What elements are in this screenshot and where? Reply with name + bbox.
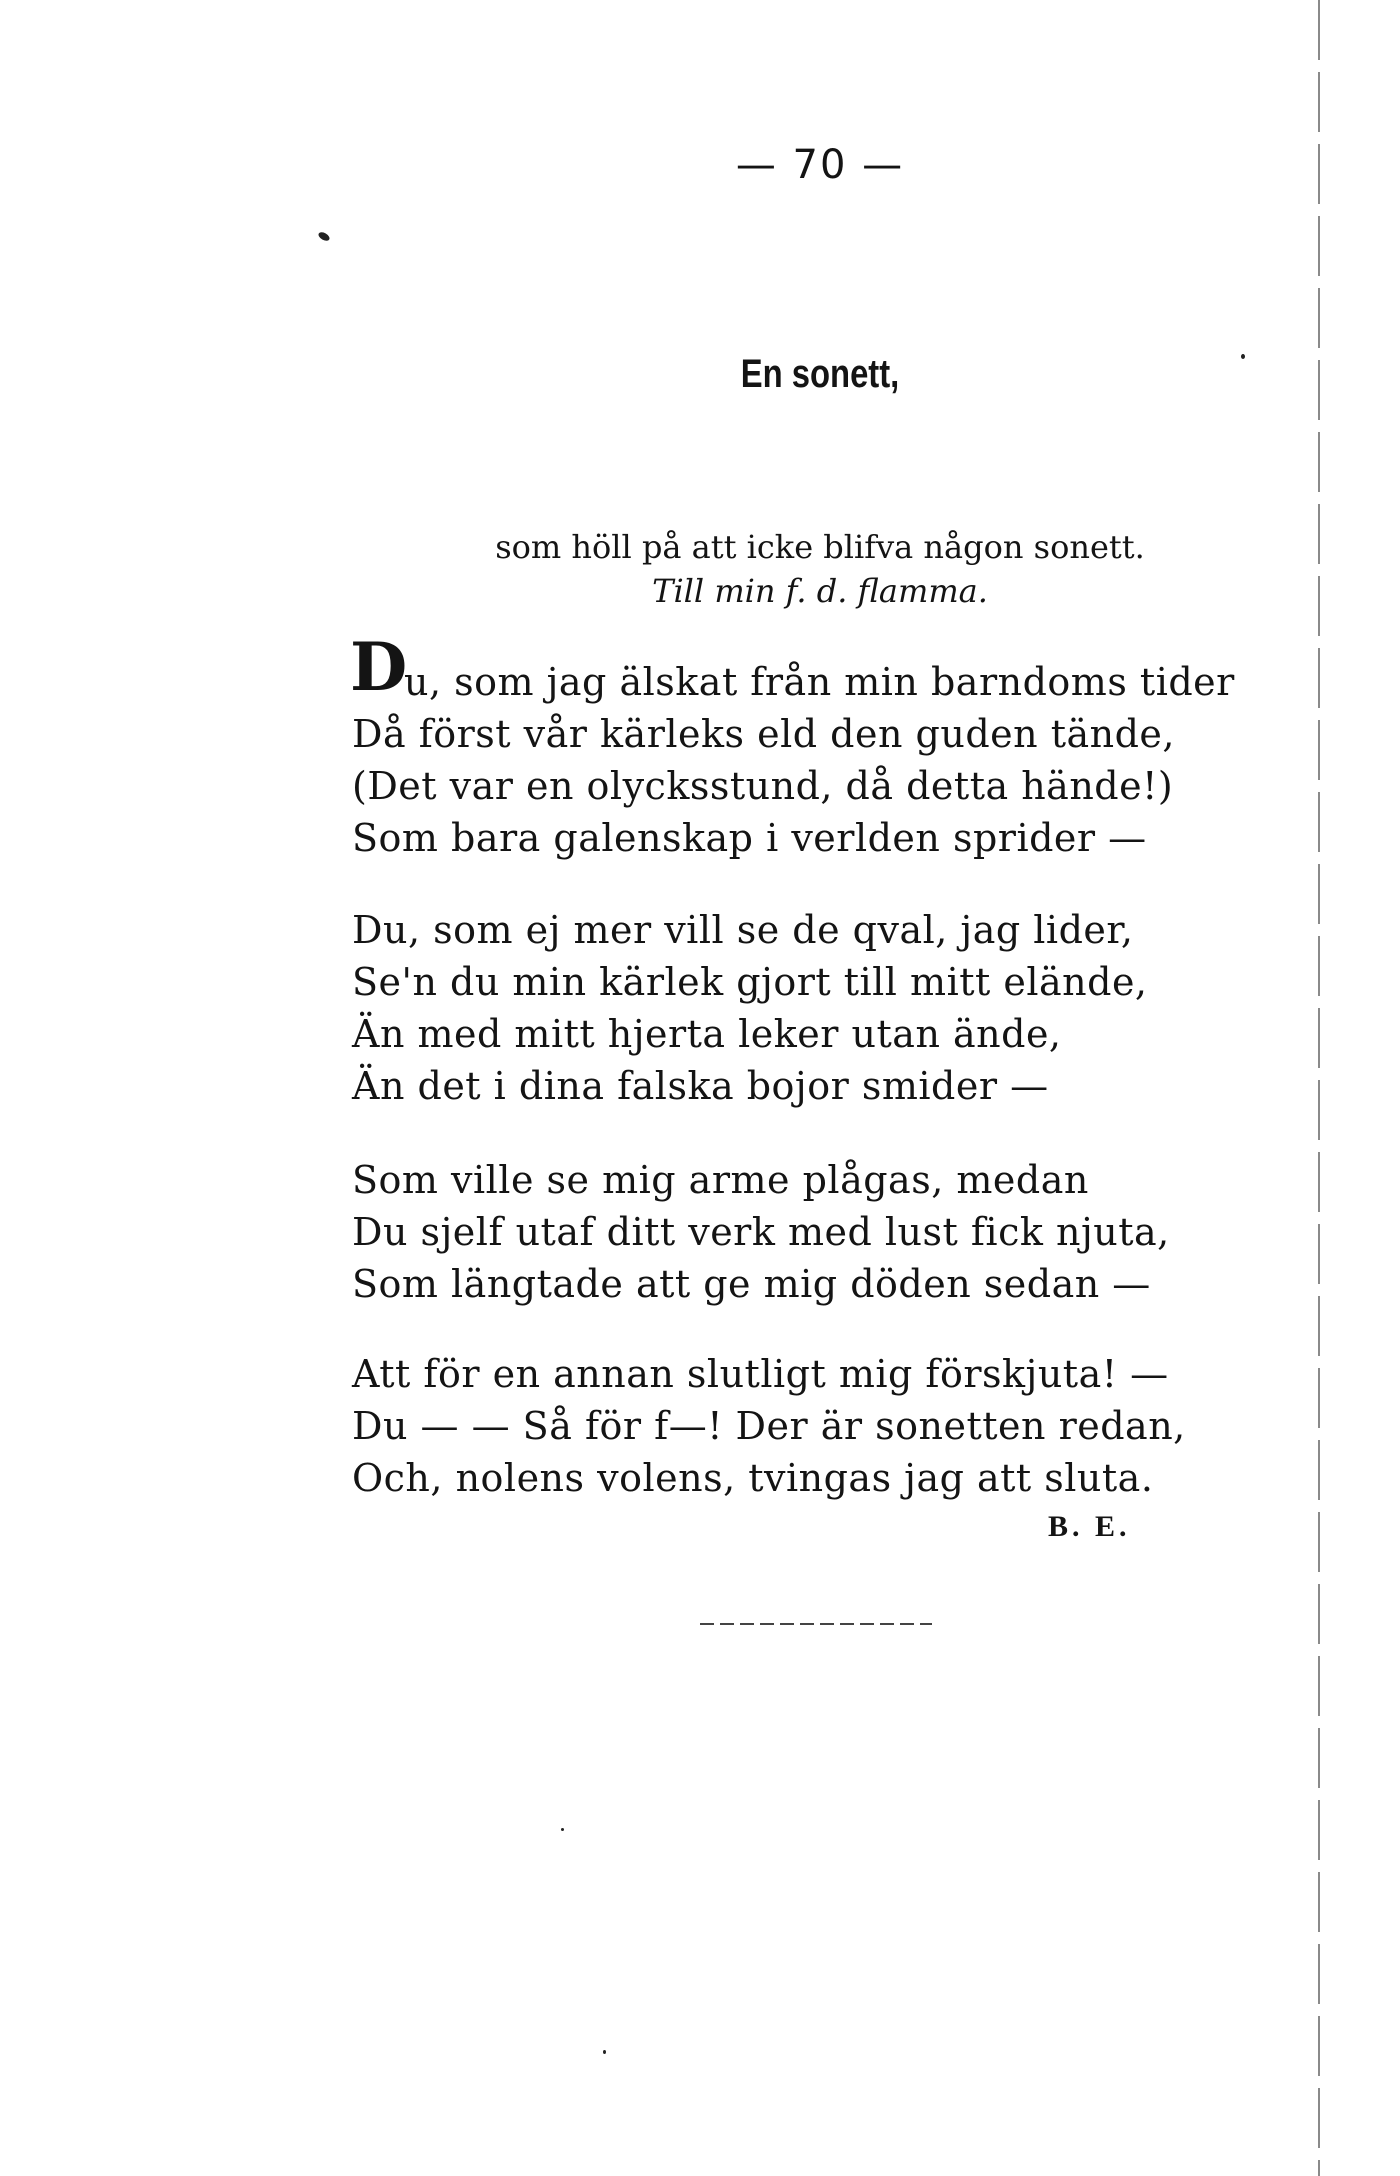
verse-line: Då först vår kärleks eld den guden tände, <box>352 712 1175 756</box>
verse-line-text: u, som jag älskat från min barndoms tider <box>404 660 1235 704</box>
author-signature: B. E. <box>1048 1510 1131 1543</box>
poem-title: En sonett, <box>740 352 900 396</box>
verse-line: Som längtade att ge mig döden sedan — <box>352 1262 1151 1306</box>
page-edge-rule <box>1318 0 1320 2176</box>
verse-line: Du sjelf utaf ditt verk med lust fick njuta, <box>352 1210 1170 1254</box>
verse-line: Som bara galenskap i verlden sprider — <box>352 816 1147 860</box>
poem-dedication: Till min f. d. flamma. <box>652 572 988 610</box>
ink-speck <box>561 1828 564 1831</box>
verse-line: Att för en annan slutligt mig förskjuta! — <box>352 1352 1169 1396</box>
page-number: — 70 — <box>735 142 905 188</box>
verse-line: Som ville se mig arme plågas, medan <box>352 1158 1089 1202</box>
verse-line: Se'n du min kärlek gjort till mitt elände, <box>352 960 1148 1004</box>
dropcap: D <box>350 628 408 706</box>
verse-line: Än med mitt hjerta leker utan ände, <box>352 1012 1062 1056</box>
ink-speck <box>317 230 331 242</box>
ink-speck <box>603 2050 606 2054</box>
verse-line <box>350 628 1235 706</box>
verse-line: Du — — Så för f—! Der är sonetten redan, <box>352 1404 1186 1448</box>
end-rule <box>700 1623 932 1625</box>
verse-line: Och, nolens volens, tvingas jag att sluta. <box>352 1456 1154 1500</box>
verse-line: Du, som ej mer vill se de qval, jag lider, <box>352 908 1134 952</box>
verse-line: Än det i dina falska bojor smider — <box>352 1064 1049 1108</box>
verse-line: (Det var en olycksstund, då detta hände!) <box>352 764 1174 808</box>
poem-subtitle: som höll på att icke blifva någon sonett. <box>495 528 1145 566</box>
